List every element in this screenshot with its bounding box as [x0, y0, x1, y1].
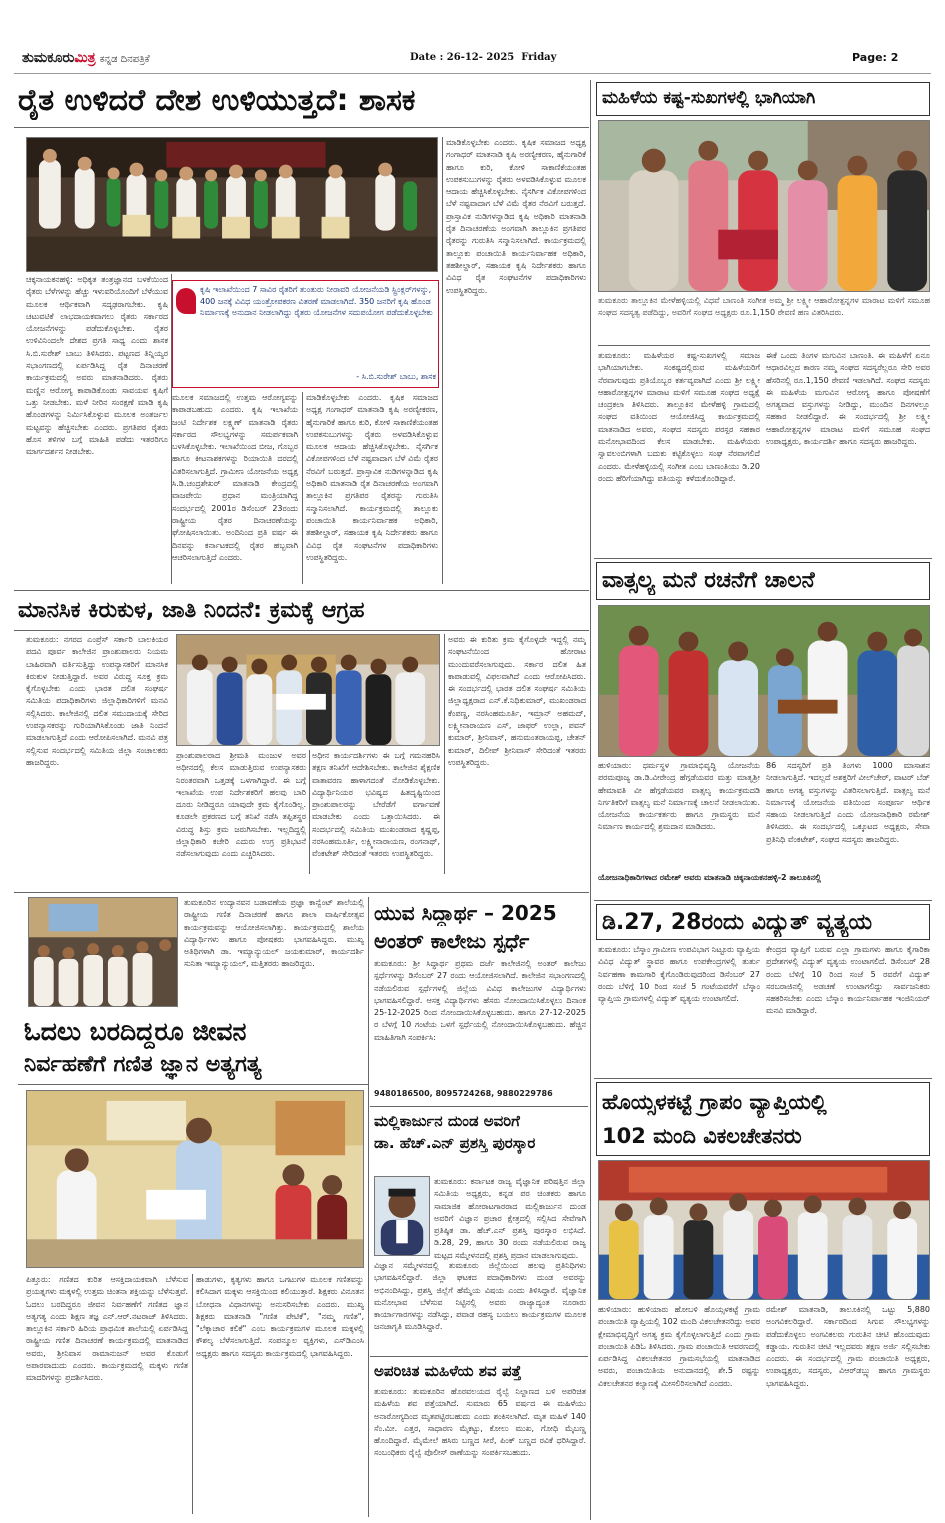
caste-col-divider-2	[444, 634, 445, 874]
disabled-headline-line-2: 102 ಮಂದಿ ವಿಕಲಚೇತನರು	[602, 1124, 802, 1148]
yuva-headline-line-1: ಯುವ ಸಿದ್ಧಾರ್ಥ – 2025	[374, 901, 557, 925]
farmer-quote-author: - ಸಿ.ಬಿ.ಸುರೇಶ್ ಬಾಬು, ಶಾಸಕ	[356, 372, 436, 381]
farmer-quote: ಕೃಷಿ ಇಲಾಖೆಯಿಂದ 7 ಸಾವಿರ ರೈತರಿಗೆ ತುಂತುರು ನೀರಾವರಿ ಯೋಜನೆಯಡಿ ಸ್ಪ್ರಿಂಕ್ಲರ್‌ಗಳನ್ನು, 400 ಜನಕ್ಕೆ ವಿವಿಧ ಯಂತ್ರೋಪಕರಣ ವಿತರಣೆ ಮಾಡಲಾಗಿದೆ. 350 ಜನರಿಗೆ ಕೃಷಿ ಹೊಂಡ ನಿರ್ಮಾಣಕ್ಕೆ ಅನುದಾನ ನೀಡಲಾಗಿದ್ದು ರೈತರು ಯೋಜನೆಗಳ ಸದುಪಯೋಗ ಪಡೆದುಕೊಳ್ಳಬೇಕು	[200, 285, 433, 318]
unknown-text: ತುಮಕೂರು: ತುಮಕೂರಿನ ಹೊರವಲಯದ ರೈಲ್ವೆ ನಿಲ್ದಾಣದ ಬಳಿ ಅಪರಿಚಿತ ಮಹಿಳೆಯ ಶವ ಪತ್ತೆಯಾಗಿದೆ. ಸುಮಾರು 65 ವರ್ಷದ ಈ ಮಹಿಳೆಯು ಅನಾರೋಗ್ಯದಿಂದ ಮೃತಪಟ್ಟಿರಬಹುದು ಎಂದು ಶಂಕಿಸಲಾಗಿದೆ. ಮೃತ ಮಹಿಳೆ 140 ಸೆಂ.ಮೀ. ಎತ್ತರ, ಸಾಧಾರಣ ಮೈಕಟ್ಟು, ಕೋಲು ಮುಖ, ಗೋಧಿ ಮೈಬಣ್ಣ ಹೊಂದಿದ್ದಾರೆ. ಮೈಮೇಲೆ ಹಸಿರು ಬಣ್ಣದ ಸೀರೆ, ಪಿಂಕ್ ಬಣ್ಣದ ರವಿಕೆ ಧರಿಸಿದ್ದಾರೆ. ಸಂಬಂಧಿಕರು ರೈಲ್ವೆ ಪೊಲೀಸ್ ಠಾಣೆಯನ್ನು ಸಂಪರ್ಕಿಸಬಹುದು.	[374, 1387, 586, 1458]
caste-top-rule	[14, 590, 589, 591]
caste-photo-illustration	[177, 635, 439, 745]
farmer-ceremony-photo	[26, 137, 438, 272]
farmer-col-3a: ಮಾಡಿಕೊಳ್ಳಬೇಕು ಎಂದರು. ಕೃಷಿಕ ಸಮಾಜದ ಅಧ್ಯಕ್ಷ ಗಂಗಾಧರ್ ಮಾತನಾಡಿ ಕೃಷಿ ಅರಣ್ಯೀಕರಣ, ಹೈನುಗಾರಿಕೆ ಹಾಗೂ ಕುರಿ, ಕೋಳಿ ಸಾಕಾಣಿಕೆಯಂತಹ ಉಪಕಸುಬುಗಳನ್ನು ರೈತರು ಅಳವಡಿಸಿಕೊಳ್ಳುವ ಮೂಲಕ ಆದಾಯ ಹೆಚ್ಚಿಸಿಕೊಳ್ಳಬೇಕು. ನೈಸರ್ಗಿಕ ವಿಕೋಪಗಳಿಂದ ಬೆಳೆ ನಷ್ಟವಾದಾಗ ಬೆಳೆ ವಿಮೆ ರೈತರ ನೆರವಿಗೆ ಬರುತ್ತದೆ. ಪ್ರಾಸ್ತಾವಿಕ ನುಡಿಗಳನ್ನಾಡಿದ ಕೃಷಿ ಅಧಿಕಾರಿ ಮಾತನಾಡಿ ರೈತ ದಿನಾಚರಣೆಯ ಅಂಗವಾಗಿ ತಾಲ್ಲೂಕಿನ ಪ್ರಗತಿಪರ ರೈತರನ್ನು ಗುರುತಿಸಿ ಸನ್ಮಾನಿಸಲಾಗಿದೆ. ಕಾರ್ಯಕ್ರಮದಲ್ಲಿ ತಾಲ್ಲೂಕು ಪಂಚಾಯಿತಿ ಕಾರ್ಯನಿರ್ವಾಹಕ ಅಧಿಕಾರಿ, ತಹಶೀಲ್ದಾರ್, ಸಹಾಯಕ ಕೃಷಿ ನಿರ್ದೇಶಕರು ಹಾಗೂ ವಿವಿಧ ರೈತ ಸಂಘಟನೆಗಳ ಪದಾಧಿಕಾರಿಗಳು ಉಪಸ್ಥಿತರಿದ್ದರು.	[306, 393, 438, 562]
brand-name: ತುಮಕೂರು	[22, 50, 75, 66]
disabled-col-2: ರಮೇಶ್ ಮಾತನಾಡಿ, ತಾಲೂಕಿನಲ್ಲಿ ಒಟ್ಟು 5,880 ಅಂಗವಿಕಲರಿದ್ದಾರೆ. ಸರ್ಕಾರದಿಂದ ಸಿಗುವ ಸೌಲಭ್ಯಗಳನ್ನು ಪಡೆದುಕೊಳ್ಳಲು ಅಂಗವಿಕಲರು ಗುರುತಿನ ಚೀಟಿ ಹೊಂದುವುದು ಕಡ್ಡಾಯ. ಗುರುತಿನ ಚೀಟಿ ಇಲ್ಲದವರು ತಕ್ಷಣ ಅರ್ಜಿ ಸಲ್ಲಿಸಬೇಕು ಎಂದರು. ಈ ಸಂದರ್ಭದಲ್ಲಿ ಗ್ರಾಮ ಪಂಚಾಯಿತಿ ಅಧ್ಯಕ್ಷರು, ಉಪಾಧ್ಯಕ್ಷರು, ಸದಸ್ಯರು, ವಿಆರ್‌ಡಬ್ಲ್ಯು ಹಾಗೂ ಗ್ರಾಮಸ್ಥರು ಭಾಗವಹಿಸಿದ್ದರು.	[766, 1305, 930, 1388]
power-col-2: ಕೇಂದ್ರದ ವ್ಯಾಪ್ತಿಗೆ ಬರುವ ಎಲ್ಲಾ ಗ್ರಾಮಗಳು ಹಾಗೂ ಕೈಗಾರಿಕಾ ಪ್ರದೇಶಗಳಲ್ಲಿ ವಿದ್ಯುತ್ ವ್ಯತ್ಯಯ ಉಂಟಾಗಲಿದೆ. ಡಿಸೆಂಬರ್ 28 ರಂದು ಬೆಳಿಗ್ಗೆ 10 ರಿಂದ ಸಂಜೆ 5 ರವರೆಗೆ ವಿದ್ಯುತ್ ಸರಬರಾಜಿನಲ್ಲಿ ಅಡಚಣೆ ಉಂಟಾಗಲಿದ್ದು ಸಾರ್ವಜನಿಕರು ಸಹಕರಿಸಬೇಕು ಎಂದು ಬೆಸ್ಕಾಂ ಕಾರ್ಯನಿರ್ವಾಹಕ ಇಂಜಿನಿಯರ್ ಮನವಿ ಮಾಡಿದ್ದಾರೆ.	[766, 945, 930, 1016]
day-text: Friday	[521, 52, 557, 63]
disabled-col-1: ಹುಳಿಯಾರು: ಹುಳಿಯಾರು ಹೋಬಳಿ ಹೊಯ್ಸಳಕಟ್ಟೆ ಗ್ರಾಮ ಪಂಚಾಯಿತಿ ವ್ಯಾಪ್ತಿಯಲ್ಲಿ 102 ಮಂದಿ ವಿಕಲಚೇತನರಿದ್ದು ಅವರ ಕ್ಷೇಮಾಭಿವೃದ್ಧಿಗೆ ಅಗತ್ಯ ಕ್ರಮ ಕೈಗೊಳ್ಳಲಾಗುತ್ತಿದೆ ಎಂದು ಗ್ರಾಮ ಪಂಚಾಯಿತಿ ಪಿಡಿಓ ತಿಳಿಸಿದರು. ಗ್ರಾಮ ಪಂಚಾಯಿತಿ ಆವರಣದಲ್ಲಿ ಏರ್ಪಡಿಸಿದ್ದ ವಿಕಲಚೇತನರ ಗ್ರಾಮಸಭೆಯಲ್ಲಿ ಮಾತನಾಡಿದ ಅವರು, ಪಂಚಾಯಿತಿಯ ಅನುದಾನದಲ್ಲಿ ಶೇ.5 ರಷ್ಟನ್ನು ವಿಕಲಚೇತನರ ಕಲ್ಯಾಣಕ್ಕೆ ಮೀಸಲಿರಿಸಲಾಗಿದೆ ಎಂದರು.	[598, 1305, 760, 1388]
right-column-rule	[590, 80, 591, 1520]
students-photo-illustration	[29, 898, 177, 1006]
vatsalya-headline: ವಾತ್ಸಲ್ಯ ಮನೆ ರಚನೆಗೆ ಚಾಲನೆ	[602, 568, 815, 593]
farmer-col-divider-2	[302, 392, 303, 584]
unknown-top-rule	[370, 1356, 588, 1357]
caste-col-divider-1	[309, 750, 310, 874]
women-photo-caption: ತುಮಕೂರು ತಾಲ್ಲೂಕಿನ ಮೇಳೆಹಳ್ಳಿಯಲ್ಲಿ ವಿಧವೆ ಬಾಣಂತಿ ಸಂಗೀತ ಅಮ್ಮ ಶ್ರೀ ಲಕ್ಷ್ಮೀ ಆಹಾರೋತ್ಪನ್ನಗಳ ಮಾರಾಟ ಮಳಿಗೆ ಸಮೂಹ ಸಂಘದ ಸದಸ್ಯತ್ವ ಪಡೆದಿದ್ದು, ಅವರಿಗೆ ಸಂಘದ ಅಧ್ಯಕ್ಷರು ರೂ.1,150 ಠೇವಣಿ ಹಣ ವಿತರಿಸಿದರು.	[598, 296, 930, 318]
caste-col-2: ಪ್ರಾಂಶುಪಾಲರಾದ ಶ್ರೀಮತಿ ಮಂಜುಳ ಅವರ ಅಧೀನದಲ್ಲಿ ಕೆಲಸ ಮಾಡುತ್ತಿರುವ ಉಪನ್ಯಾಸಕರು ನಿರಂತರವಾಗಿ ಒತ್ತಡಕ್ಕೆ ಒಳಗಾಗಿದ್ದಾರೆ. ಈ ಬಗ್ಗೆ ಇಲಾಖೆಯ ಉಪ ನಿರ್ದೇಶಕರಿಗೆ ಹಲವು ಬಾರಿ ದೂರು ನೀಡಿದ್ದರೂ ಯಾವುದೇ ಕ್ರಮ ಕೈಗೊಂಡಿಲ್ಲ. ಕೂಡಲೇ ಪ್ರಕರಣದ ಬಗ್ಗೆ ತನಿಖೆ ನಡೆಸಿ ತಪ್ಪಿತಸ್ಥರ ವಿರುದ್ಧ ಶಿಸ್ತು ಕ್ರಮ ಜರುಗಿಸಬೇಕು. ಇಲ್ಲದಿದ್ದಲ್ಲಿ ಜಿಲ್ಲಾಧಿಕಾರಿ ಕಚೇರಿ ಎದುರು ಉಗ್ರ ಪ್ರತಿಭಟನೆ ನಡೆಸಲಾಗುವುದು ಎಂದು ಎಚ್ಚರಿಸಿದರು.	[176, 751, 306, 859]
math-headline-line-1: ಓದಲು ಬರದಿದ್ದರೂ ಜೀವನ	[24, 1017, 247, 1046]
farmer-col-divider-3	[442, 137, 443, 584]
vatsalya-col-1: ಹುಳಿಯಾರು: ಧರ್ಮಸ್ಥಳ ಗ್ರಾಮಾಭಿವೃದ್ಧಿ ಯೋಜನೆಯ ಪರಮಪೂಜ್ಯ ಡಾ.ಡಿ.ವೀರೇಂದ್ರ ಹೆಗ್ಗಡೆಯವರ ಮತ್ತು ಮಾತೃಶ್ರೀ ಹೇಮಾವತಿ ವೀ ಹೆಗ್ಗಡೆಯವರ ವಾತ್ಸಲ್ಯ ಕಾರ್ಯಕ್ರಮದಡಿ ನಿರ್ಗತಿಕರಿಗೆ ವಾತ್ಸಲ್ಯ ಮನೆ ನಿರ್ಮಾಣಕ್ಕೆ ಚಾಲನೆ ನೀಡಲಾಯಿತು. ಯೋಜನೆಯ ಕಾರ್ಯಕರ್ತರು ಹಾಗೂ ಗ್ರಾಮಸ್ಥರು ಮನೆ ನಿರ್ಮಾಣ ಕಾರ್ಯದಲ್ಲಿ ಶ್ರಮದಾನ ಮಾಡಿದರು.	[598, 761, 760, 832]
power-col-1: ತುಮಕೂರು: ಬೆಸ್ಕಾಂ ಗ್ರಾಮೀಣ ಉಪವಿಭಾಗ ನಿಟ್ಟೂರು ವ್ಯಾಪ್ತಿಯ ವಿವಿಧ ವಿದ್ಯುತ್ ಸ್ಥಾವರ ಹಾಗೂ ಉಪಕೇಂದ್ರಗಳಲ್ಲಿ ತುರ್ತು ನಿರ್ವಹಣಾ ಕಾಮಗಾರಿ ಕೈಗೊಂಡಿರುವುದರಿಂದ ಡಿಸೆಂಬರ್ 27 ರಂದು ಬೆಳಿಗ್ಗೆ 10 ರಿಂದ ಸಂಜೆ 5 ಗಂಟೆಯವರೆಗೆ ಬೆಸ್ಕಾಂ ವ್ಯಾಪ್ತಿಯ ಗ್ರಾಮಗಳಲ್ಲಿ ವಿದ್ಯುತ್ ವ್ಯತ್ಯಯ ಉಂಟಾಗಲಿದೆ.	[598, 945, 760, 1004]
caste-memorandum-photo	[176, 634, 440, 746]
masthead	[14, 44, 931, 74]
women-headline: ಮಹಿಳೆಯ ಕಷ್ಟ-ಸುಖಗಳಲ್ಲಿ ಭಾಗಿಯಾಗಿ	[602, 88, 816, 108]
issue-date	[410, 52, 556, 63]
vatsalya-footer: ಯೋಜನಾಧಿಕಾರಿಗಳಾದ ರಮೇಶ್ ಅವರು ಮಾತನಾಡಿ ಚಿಕ್ಕನಾಯಕನಹಳ್ಳಿ-2 ತಾಲೂಕಿನಲ್ಲಿ	[598, 873, 822, 882]
date-text: Date : 26-12- 2025	[410, 52, 515, 63]
women-col-1: ತುಮಕೂರು: ಮಹಿಳೆಯರ ಕಷ್ಟ-ಸುಖಗಳಲ್ಲಿ ಸಮಾಜ ಭಾಗಿಯಾಗಬೇಕು. ಸಂಕಷ್ಟದಲ್ಲಿರುವ ಮಹಿಳೆಯರಿಗೆ ನೆರವಾಗುವುದು ಪ್ರತಿಯೊಬ್ಬರ ಕರ್ತವ್ಯವಾಗಿದೆ ಎಂದು ಶ್ರೀ ಲಕ್ಷ್ಮೀ ಆಹಾರೋತ್ಪನ್ನಗಳ ಮಾರಾಟ ಮಳಿಗೆ ಸಮೂಹ ಸಂಘದ ಅಧ್ಯಕ್ಷೆ ಚಂದ್ರಕಲಾ ತಿಳಿಸಿದರು. ತಾಲ್ಲೂಕಿನ ಮೇಳೆಹಳ್ಳಿ ಗ್ರಾಮದಲ್ಲಿ ಸಂಘದ ವತಿಯಿಂದ ಆಯೋಜಿಸಿದ್ದ ಕಾರ್ಯಕ್ರಮದಲ್ಲಿ ಮಾತನಾಡಿದ ಅವರು, ಸಂಘದ ಸದಸ್ಯರು ಪರಸ್ಪರ ಸಹಕಾರ ಮನೋಭಾವದಿಂದ ಕೆಲಸ ಮಾಡಬೇಕು. ಮಹಿಳೆಯರು ಸ್ವಾವಲಂಬಿಗಳಾಗಿ ಬದುಕು ಕಟ್ಟಿಕೊಳ್ಳಲು ಸಂಘ ನೆರವಾಗಲಿದೆ ಎಂದರು. ಮೇಳೆಹಳ್ಳಿಯಲ್ಲಿ ಸಂಗೀತ ಎಂಬ ಬಾಣಂತಿಯು ಡಿ.20 ರಂದು ಹೆರಿಗೆಯಾಗಿದ್ದು ಪತಿಯನ್ನು ಕಳೆದುಕೊಂಡಿದ್ದಾರೆ.	[598, 351, 760, 483]
middle-column-rule	[368, 897, 369, 1517]
math-col-1: ಪಿತ್ತೂರು: ಗಣಿತದ ಕುರಿತ ಆಸಕ್ತಿದಾಯಕವಾಗಿ ಬೆಳೆಸುವ ಪ್ರಯತ್ನಗಳು ಮಕ್ಕಳಲ್ಲಿ ಉತ್ತಮ ಚಿಂತನಾ ಶಕ್ತಿಯನ್ನು ಬೆಳೆಸುತ್ತವೆ. ಓದಲು ಬರದಿದ್ದರೂ ಜೀವನ ನಿರ್ವಹಣೆಗೆ ಗಣಿತದ ಜ್ಞಾನ ಅತ್ಯಗತ್ಯ ಎಂದು ಶಿಕ್ಷಣ ತಜ್ಞ ಎನ್.ಆರ್.ನಟರಾಜ್ ತಿಳಿಸಿದರು. ತಾಲ್ಲೂಕಿನ ಸರ್ಕಾರಿ ಹಿರಿಯ ಪ್ರಾಥಮಿಕ ಶಾಲೆಯಲ್ಲಿ ಏರ್ಪಡಿಸಿದ್ದ ರಾಷ್ಟ್ರೀಯ ಗಣಿತ ದಿನಾಚರಣೆ ಕಾರ್ಯಕ್ರಮದಲ್ಲಿ ಮಾತನಾಡಿದ ಅವರು, ಶ್ರೀನಿವಾಸ ರಾಮಾನುಜನ್ ಅವರ ಕೊಡುಗೆ ಅಪಾರವಾದುದು ಎಂದರು. ಕಾರ್ಯಕ್ರಮದಲ್ಲಿ ಮಕ್ಕಳು ಗಣಿತ ಮಾದರಿಗಳನ್ನು ಪ್ರದರ್ಶಿಸಿದರು.	[26, 1275, 188, 1383]
power-top-rule	[594, 900, 932, 901]
math-col-2: ಹಾಡುಗಳು, ಕೃತ್ಯಗಳು ಹಾಗೂ ಒಗಟುಗಳ ಮೂಲಕ ಗಣಿತವನ್ನು ಕಲಿಸಿದಾಗ ಮಕ್ಕಳು ಆಸಕ್ತಿಯಿಂದ ಕಲಿಯುತ್ತಾರೆ. ಶಿಕ್ಷಕರು ವಿನೂತನ ಬೋಧನಾ ವಿಧಾನಗಳನ್ನು ಅನುಸರಿಸಬೇಕು ಎಂದರು. ಮುಖ್ಯ ಶಿಕ್ಷಕರು ಮಾತನಾಡಿ "ಗಣಿತ ಪೇಟಿಕೆ", "ನಮ್ಮ ಗಣಿತ", "ಲೆಕ್ಕಾಚಾರ ಕಲಿಕೆ" ಎಂಬ ಕಾರ್ಯಕ್ರಮಗಳ ಮೂಲಕ ಮಕ್ಕಳಲ್ಲಿ ಕೌಶಲ್ಯ ಬೆಳೆಸಲಾಗುತ್ತಿದೆ. ಸಂಪನ್ಮೂಲ ವ್ಯಕ್ತಿಗಳು, ಎಸ್‌ಡಿಎಂಸಿ ಅಧ್ಯಕ್ಷರು ಹಾಗೂ ಸದಸ್ಯರು ಕಾರ್ಯಕ್ರಮದಲ್ಲಿ ಭಾಗವಹಿಸಿದ್ದರು.	[196, 1275, 364, 1358]
brand-accent: ಮಿತ್ರ	[74, 50, 96, 66]
vatsalya-col-2: 86 ಸದಸ್ಯರಿಗೆ ಪ್ರತಿ ತಿಂಗಳು 1000 ಮಾಸಾಶನ ನೀಡಲಾಗುತ್ತಿದೆ. ಇದಲ್ಲದೆ ಅಶಕ್ತರಿಗೆ ವೀಲ್‌ಚೇರ್, ವಾಟರ್ ಬೆಡ್ ಹಾಗೂ ಅಗತ್ಯ ವಸ್ತುಗಳನ್ನು ವಿತರಿಸಲಾಗುತ್ತಿದೆ. ವಾತ್ಸಲ್ಯ ಮನೆ ನಿರ್ಮಾಣಕ್ಕೆ ಯೋಜನೆಯ ವತಿಯಿಂದ ಸಂಪೂರ್ಣ ಆರ್ಥಿಕ ಸಹಾಯ ನೀಡಲಾಗುತ್ತಿದೆ ಎಂದು ಯೋಜನಾಧಿಕಾರಿ ರಮೇಶ್ ತಿಳಿಸಿದರು. ಈ ಸಂದರ್ಭದಲ್ಲಿ ಒಕ್ಕೂಟದ ಅಧ್ಯಕ್ಷರು, ಸೇವಾ ಪ್ರತಿನಿಧಿ ವೆಂಕಟೇಶ್, ಸಂಘದ ಸದಸ್ಯರು ಹಾಜರಿದ್ದರು.	[766, 761, 930, 844]
students-audience-photo	[28, 897, 178, 1007]
unknown-headline: ಅಪರಿಚಿತ ಮಹಿಳೆಯ ಶವ ಪತ್ತೆ	[374, 1362, 522, 1380]
newspaper-title	[22, 50, 150, 66]
women-group-photo	[598, 120, 930, 292]
women-caption-rule	[598, 345, 930, 346]
farmer-rule	[14, 127, 589, 128]
page-number: Page: 2	[852, 51, 899, 64]
yuva-phone-numbers: 9480186500, 8095724268, 9880229786	[374, 1089, 553, 1098]
caste-col-3: ಅಧೀನ ಕಾರ್ಯದರ್ಶಿಗಳು ಈ ಬಗ್ಗೆ ಗಮನಹರಿಸಿ ತಕ್ಷಣ ತನಿಖೆಗೆ ಆದೇಶಿಸಬೇಕು. ಕಾಲೇಜಿನ ಶೈಕ್ಷಣಿಕ ವಾತಾವರಣ ಹಾಳಾಗದಂತೆ ನೋಡಿಕೊಳ್ಳಬೇಕು. ವಿದ್ಯಾರ್ಥಿನಿಯರ ಭವಿಷ್ಯದ ಹಿತದೃಷ್ಟಿಯಿಂದ ಪ್ರಾಂಶುಪಾಲರನ್ನು ಬೇರೆಡೆಗೆ ವರ್ಗಾವಣೆ ಮಾಡಬೇಕು ಎಂದು ಒತ್ತಾಯಿಸಿದರು. ಈ ಸಂದರ್ಭದಲ್ಲಿ ಸಮಿತಿಯ ಮುಖಂಡರಾದ ಕೃಷ್ಣಪ್ಪ, ನರಸಿಂಹಮೂರ್ತಿ, ಲಕ್ಷ್ಮೀನಾರಾಯಣ, ರಂಗನಾಥ್, ವೆಂಕಟೇಶ್ ಸೇರಿದಂತೆ ಇತರರು ಉಪಸ್ಥಿತರಿದ್ದರು.	[312, 751, 440, 859]
farmer-col-3: ಮಾಡಿಕೊಳ್ಳಬೇಕು ಎಂದರು. ಕೃಷಿಕ ಸಮಾಜದ ಅಧ್ಯಕ್ಷ ಗಂಗಾಧರ್ ಮಾತನಾಡಿ ಕೃಷಿ ಅರಣ್ಯೀಕರಣ, ಹೈನುಗಾರಿಕೆ ಹಾಗೂ ಕುರಿ, ಕೋಳಿ ಸಾಕಾಣಿಕೆಯಂತಹ ಉಪಕಸುಬುಗಳನ್ನು ರೈತರು ಅಳವಡಿಸಿಕೊಳ್ಳುವ ಮೂಲಕ ಆದಾಯ ಹೆಚ್ಚಿಸಿಕೊಳ್ಳಬೇಕು. ನೈಸರ್ಗಿಕ ವಿಕೋಪಗಳಿಂದ ಬೆಳೆ ನಷ್ಟವಾದಾಗ ಬೆಳೆ ವಿಮೆ ರೈತರ ನೆರವಿಗೆ ಬರುತ್ತದೆ. ಪ್ರಾಸ್ತಾವಿಕ ನುಡಿಗಳನ್ನಾಡಿದ ಕೃಷಿ ಅಧಿಕಾರಿ ಮಾತನಾಡಿ ರೈತ ದಿನಾಚರಣೆಯ ಅಂಗವಾಗಿ ತಾಲ್ಲೂಕಿನ ಪ್ರಗತಿಪರ ರೈತರನ್ನು ಗುರುತಿಸಿ ಸನ್ಮಾನಿಸಲಾಗಿದೆ. ಕಾರ್ಯಕ್ರಮದಲ್ಲಿ ತಾಲ್ಲೂಕು ಪಂಚಾಯಿತಿ ಕಾರ್ಯನಿರ್ವಾಹಕ ಅಧಿಕಾರಿ, ತಹಶೀಲ್ದಾರ್, ಸಹಾಯಕ ಕೃಷಿ ನಿರ್ದೇಶಕರು ಹಾಗೂ ವಿವಿಧ ರೈತ ಸಂಘಟನೆಗಳ ಪದಾಧಿಕಾರಿಗಳು ಉಪಸ್ಥಿತರಿದ್ದರು.	[446, 138, 586, 295]
farmer-photo-illustration	[27, 138, 437, 271]
disabled-meeting-photo	[598, 1160, 930, 1300]
vatsalya-top-rule	[594, 558, 932, 559]
women-photo-illustration	[599, 121, 929, 291]
math-headline-line-2: ನಿರ್ವಹಣೆಗೆ ಗಣಿತ ಜ್ಞಾನ ಅತ್ಯಗತ್ಯ	[24, 1052, 262, 1077]
award-top-rule	[370, 1106, 588, 1107]
disabled-top-rule	[594, 1078, 932, 1079]
math-photo-illustration	[27, 1091, 363, 1267]
farmer-dropcap	[176, 288, 196, 314]
award-headline-line-1: ಮಲ್ಲಿಕಾರ್ಜುನ ದುಂಡ ಅವರಿಗೆ	[374, 1112, 520, 1130]
award-col-2: ವಿಜ್ಞಾನ ಸಮ್ಮೇಳನದಲ್ಲಿ ತುಮಕೂರು ಜಿಲ್ಲೆಯಿಂದ ಹಲವು ಪ್ರತಿನಿಧಿಗಳು ಭಾಗವಹಿಸಲಿದ್ದಾರೆ. ಜಿಲ್ಲಾ ಘಟಕದ ಪದಾಧಿಕಾರಿಗಳು ದುಂಡ ಅವರನ್ನು ಅಭಿನಂದಿಸಿದ್ದು, ಪ್ರಶಸ್ತಿ ಜಿಲ್ಲೆಗೆ ಹೆಮ್ಮೆಯ ವಿಷಯ ಎಂದು ತಿಳಿಸಿದ್ದಾರೆ. ವೈಜ್ಞಾನಿಕ ಮನೋಭಾವ ಬೆಳೆಸುವ ನಿಟ್ಟಿನಲ್ಲಿ ಅವರು ರಾಜ್ಯಾದ್ಯಂತ ನೂರಾರು ಕಾರ್ಯಾಗಾರಗಳನ್ನು ನಡೆಸಿದ್ದು, ಪವಾಡ ರಹಸ್ಯ ಬಯಲು ಕಾರ್ಯಕ್ರಮಗಳ ಮೂಲಕ ಜನಜಾಗೃತಿ ಮೂಡಿಸಿದ್ದಾರೆ.	[374, 1261, 586, 1332]
farmer-headline: ರೈತ ಉಳಿದರೆ ದೇಶ ಉಳಿಯುತ್ತದೆ: ಶಾಸಕ	[18, 83, 416, 118]
brand-subtitle: ಕನ್ನಡ ದಿನಪತ್ರಿಕೆ	[99, 54, 150, 65]
award-col-1: ತುಮಕೂರು: ಕರ್ನಾಟಕ ರಾಜ್ಯ ವೈಜ್ಞಾನಿಕ ಪರಿಷತ್ತಿನ ಜಿಲ್ಲಾ ಸಮಿತಿಯ ಅಧ್ಯಕ್ಷರು, ಕನ್ನಡ ಪರ ಚಿಂತಕರು ಹಾಗೂ ಸಾಮಾಜಿಕ ಹೋರಾಟಗಾರರಾದ ಮಲ್ಲಿಕಾರ್ಜುನ ದುಂಡ ಅವರಿಗೆ ವಿಜ್ಞಾನ ಪ್ರಚಾರ ಕ್ಷೇತ್ರದಲ್ಲಿ ಸಲ್ಲಿಸಿದ ಸೇವೆಗಾಗಿ ಪ್ರತಿಷ್ಠಿತ ಡಾ. ಹೆಚ್.ಎನ್ ಪ್ರಶಸ್ತಿ ಪುರಸ್ಕಾರ ಲಭಿಸಿದೆ. ಡಿ.28, 29, ಹಾಗೂ 30 ರಂದು ನಡೆಯಲಿರುವ ರಾಜ್ಯ ಮಟ್ಟದ ಸಮ್ಮೇಳನದಲ್ಲಿ ಪ್ರಶಸ್ತಿ ಪ್ರದಾನ ಮಾಡಲಾಗುವುದು.	[434, 1177, 586, 1260]
yuva-text: ತುಮಕೂರು: ಶ್ರೀ ಸಿದ್ಧಾರ್ಥ ಪ್ರಥಮ ದರ್ಜೆ ಕಾಲೇಜಿನಲ್ಲಿ ಅಂತರ್ ಕಾಲೇಜು ಸ್ಪರ್ಧೆಗಳನ್ನು ಡಿಸೆಂಬರ್ 27 ರಂದು ಆಯೋಜಿಸಲಾಗಿದೆ. ಕಾಲೇಜಿನ ಸಭಾಂಗಣದಲ್ಲಿ ನಡೆಯಲಿರುವ ಸ್ಪರ್ಧೆಗಳಲ್ಲಿ ಜಿಲ್ಲೆಯ ವಿವಿಧ ಕಾಲೇಜುಗಳ ವಿದ್ಯಾರ್ಥಿಗಳು ಭಾಗವಹಿಸಲಿದ್ದಾರೆ. ಆಸಕ್ತ ವಿದ್ಯಾರ್ಥಿಗಳು ಹೆಸರು ನೋಂದಾಯಿಸಿಕೊಳ್ಳಲು ದಿನಾಂಕ 25-12-2025 ರಿಂದ ನೋಂದಾಯಿಸಿಕೊಳ್ಳಬಹುದು. ಹಾಗೂ 27-12-2025 ರ ಬೆಳಗ್ಗೆ 10 ಗಂಟೆಯ ಒಳಗೆ ಸ್ಪರ್ಧೆಯಲ್ಲಿ ನೋಂದಾಯಿಸಿಕೊಳ್ಳಬಹುದು. ಹೆಚ್ಚಿನ ಮಾಹಿತಿಗಾಗಿ ಸಂಪರ್ಕಿಸಿ:	[374, 959, 586, 1042]
math-col-divider	[192, 1274, 193, 1514]
caste-col-1: ತುಮಕೂರು: ನಗರದ ಎಂಪ್ರೆಸ್ ಸರ್ಕಾರಿ ಬಾಲಕಿಯರ ಪದವಿ ಪೂರ್ವ ಕಾಲೇಜಿನ ಪ್ರಾಂಶುಪಾಲರು ನಿಯಮ ಬಾಹಿರವಾಗಿ ವರ್ತಿಸುತ್ತಿದ್ದು ಉಪನ್ಯಾಸಕರಿಗೆ ಮಾನಸಿಕ ಕಿರುಕುಳ ನೀಡುತ್ತಿದ್ದಾರೆ. ಅವರ ವಿರುದ್ಧ ಸೂಕ್ತ ಕ್ರಮ ಕೈಗೊಳ್ಳಬೇಕು ಎಂದು ಭಾರತ ದಲಿತ ಸಂಘರ್ಷ ಸಮಿತಿಯ ಪದಾಧಿಕಾರಿಗಳು ಜಿಲ್ಲಾಧಿಕಾರಿಗಳಿಗೆ ಮನವಿ ಸಲ್ಲಿಸಿದರು. ಕಾಲೇಜಿನಲ್ಲಿ ದಲಿತ ಸಮುದಾಯಕ್ಕೆ ಸೇರಿದ ಉಪನ್ಯಾಸಕರನ್ನು ಗುರಿಯಾಗಿಸಿಕೊಂಡು ಜಾತಿ ನಿಂದನೆ ಮಾಡಲಾಗುತ್ತಿದೆ ಎಂದು ಆರೋಪಿಸಲಾಗಿದೆ. ಮನವಿ ಪತ್ರ ಸಲ್ಲಿಸುವ ಸಂದರ್ಭದಲ್ಲಿ ಸಮಿತಿಯ ಜಿಲ್ಲಾ ಸಂಚಾಲಕರು ಹಾಜರಿದ್ದರು.	[26, 635, 168, 767]
vatsalya-photo-illustration	[599, 606, 929, 756]
farmer-col-2: ಮೂಲಕ ಸಮಾಜದಲ್ಲಿ ಉತ್ತಮ ಆರೋಗ್ಯವನ್ನು ಕಾಪಾಡಬಹುದು ಎಂದರು. ಕೃಷಿ ಇಲಾಖೆಯ ಜಂಟಿ ನಿರ್ದೇಶಕ ಲಕ್ಷ್ಮಣ್ ಮಾತನಾಡಿ ರೈತರು ಸರ್ಕಾರದ ಸೌಲಭ್ಯಗಳನ್ನು ಸಮರ್ಪಕವಾಗಿ ಬಳಸಿಕೊಳ್ಳಬೇಕು. ಇಲಾಖೆಯಿಂದ ಬೀಜ, ಗೊಬ್ಬರ ಹಾಗೂ ಕೀಟನಾಶಕಗಳನ್ನು ರಿಯಾಯಿತಿ ದರದಲ್ಲಿ ವಿತರಿಸಲಾಗುತ್ತಿದೆ. ಗ್ರಾಮೀಣ ಯೋಜನೆಯ ಅಧ್ಯಕ್ಷ ಸಿ.ಡಿ.ಚಂದ್ರಶೇಖರ್ ಮಾತನಾಡಿ ಕೇಂದ್ರದಲ್ಲಿ ವಾಜಪೇಯಿ ಪ್ರಧಾನ ಮಂತ್ರಿಯಾಗಿದ್ದ ಸಂದರ್ಭದಲ್ಲಿ 2001ರ ಡಿಸೆಂಬರ್ 23ರಂದು ರಾಷ್ಟ್ರೀಯ ರೈತರ ದಿನಾಚರಣೆಯನ್ನು ಘೋಷಿಸಲಾಯಿತು. ಅಂದಿನಿಂದ ಪ್ರತಿ ವರ್ಷ ಈ ದಿನವನ್ನು ಕರ್ನಾಟಕದಲ್ಲಿ ರೈತರ ಹಬ್ಬವಾಗಿ ಆಚರಿಸಲಾಗುತ್ತಿದೆ ಎಂದರು.	[172, 393, 298, 562]
caste-col-4: ಅವರು ಈ ಕುರಿತು ಕ್ರಮ ಕೈಗೊಳ್ಳದೇ ಇದ್ದಲ್ಲಿ ನಮ್ಮ ಸಂಘಟನೆಯಿಂದ ಹೋರಾಟ ಮುಂದುವರೆಸಲಾಗುವುದು. ಸರ್ಕಾರ ದಲಿತ ಹಿತ ಕಾಪಾಡುವಲ್ಲಿ ವಿಫಲವಾಗಿದೆ ಎಂದು ಆರೋಪಿಸಿದರು. ಈ ಸಂದರ್ಭದಲ್ಲಿ ಭಾರತ ದಲಿತ ಸಂಘರ್ಷ ಸಮಿತಿಯ ಜಿಲ್ಲಾಧ್ಯಕ್ಷರಾದ ಎನ್.ಕೆ.ನಿಧಿಕುಮಾರ್, ಮುಖಂಡರಾದ ಕೆಂಪಣ್ಣ, ನರಸಿಂಹಮೂರ್ತಿ, ಇಮ್ರಾನ್ ಅಹಮದ್, ಲಕ್ಷ್ಮೀನಾರಾಯಣ ಎಸ್, ಜಾಫರ್ ಉಲ್ಲಾ, ಪವನ್ ಕುಮಾರ್, ಶ್ರೀನಿವಾಸ್, ಹನುಮಂತರಾಯಪ್ಪ, ಚೇತನ್ ಕುಮಾರ್, ದಿಲೀಪ್ ಶ್ರೀನಿವಾಸ್ ಸೇರಿದಂತೆ ಇತರರು ಉಪಸ್ಥಿತರಿದ್ದರು.	[448, 635, 586, 767]
caste-headline-rule	[14, 630, 589, 631]
disabled-headline-line-1: ಹೊಯ್ಸಳಕಟ್ಟೆ ಗ್ರಾಪಂ ವ್ಯಾಪ್ತಿಯಲ್ಲಿ	[602, 1090, 827, 1114]
students-text: ತುಮಕೂರಿನ ಉದ್ಯಾನವನ ಬಡಾವಣೆಯ ಪ್ರಜ್ಞಾ ಕಾನ್ವೆಂಟ್ ಶಾಲೆಯಲ್ಲಿ ರಾಷ್ಟ್ರೀಯ ಗಣಿತ ದಿನಾಚರಣೆ ಹಾಗೂ ಶಾಲಾ ವಾರ್ಷಿಕೋತ್ಸವ ಕಾರ್ಯಕ್ರಮವನ್ನು ಆಯೋಜಿಸಲಾಗಿತ್ತು. ಕಾರ್ಯಕ್ರಮದಲ್ಲಿ ಶಾಲೆಯ ವಿದ್ಯಾರ್ಥಿಗಳು ಹಾಗೂ ಪೋಷಕರು ಭಾಗವಹಿಸಿದ್ದರು. ಮುಖ್ಯ ಅತಿಥಿಗಳಾಗಿ ಡಾ. ಇಮ್ಯಾನ್ಯುಯಲ್ ಜಯಕುಮಾರ್, ಕಾರ್ಯದರ್ಶಿ ಸುನಿತಾ ಇಮ್ಯಾನ್ಯುಯಲ್, ಮತ್ತಿತರರು ಹಾಜರಿದ್ದರು.	[184, 898, 364, 969]
vatsalya-photo	[598, 605, 930, 757]
farmer-col-1: ಚಿಕ್ಕನಾಯಕನಹಳ್ಳಿ: ಅಧಿಕೃತ ತಂತ್ರಜ್ಞಾನದ ಬಳಕೆಯಿಂದ ರೈತರು ಬೆಳೆಗಳನ್ನು ಹೆಚ್ಚು ಇಳುವರಿಯೊಂದಿಗೆ ಬೆಳೆಯುವ ಮೂಲಕ ಆರ್ಥಿಕವಾಗಿ ಸದೃಢರಾಗಬೇಕು. ಕೃಷಿ ಚಟುವಟಿಕೆ ಲಾಭದಾಯಕವಾಗಲು ರೈತರು ಸರ್ಕಾರದ ಯೋಜನೆಗಳನ್ನು ಪಡೆದುಕೊಳ್ಳಬೇಕು. ರೈತರ ಉಳಿವಿನಿಂದಲೇ ದೇಶದ ಪ್ರಗತಿ ಸಾಧ್ಯ ಎಂದು ಶಾಸಕ ಸಿ.ಬಿ.ಸುರೇಶ್ ಬಾಬು ತಿಳಿಸಿದರು. ಪಟ್ಟಣದ ತಿನ್ನಿಯ್ಯರ ಸಭಾಂಗಣದಲ್ಲಿ ಏರ್ಪಡಿಸಿದ್ದ ರೈತ ದಿನಾಚರಣೆ ಕಾರ್ಯಕ್ರಮದಲ್ಲಿ ಅವರು ಮಾತನಾಡಿದರು. ರೈತರು ಮಣ್ಣಿನ ಆರೋಗ್ಯ ಕಾಪಾಡಿಕೊಂಡು ಸಾವಯವ ಕೃಷಿಗೆ ಒತ್ತು ನೀಡಬೇಕು. ಮಳೆ ನೀರಿನ ಸಂರಕ್ಷಣೆ ಮಾಡಿ ಕೃಷಿ ಹೊಂಡಗಳನ್ನು ನಿರ್ಮಿಸಿಕೊಳ್ಳುವ ಮೂಲಕ ಅಂತರ್ಜಲ ಮಟ್ಟವನ್ನು ಹೆಚ್ಚಿಸಬೇಕು ಎಂದರು. ಪ್ರಗತಿಪರ ರೈತರು ಹೊಸ ತಳಿಗಳ ಬಗ್ಗೆ ಮಾಹಿತಿ ಪಡೆದು ಇತರರಿಗೂ ಮಾರ್ಗದರ್ಶನ ನೀಡಬೇಕು.	[26, 275, 168, 457]
award-portrait-illustration	[375, 1177, 429, 1255]
math-headline-rule	[18, 1084, 368, 1085]
yuva-headline-line-2: ಅಂತರ್ ಕಾಲೇಜು ಸ್ಪರ್ಧೆ	[374, 929, 530, 953]
power-headline: ಡಿ.27, 28ರಂದು ವಿದ್ಯುತ್ ವ್ಯತ್ಯಯ	[602, 910, 873, 935]
students-top-rule	[14, 892, 589, 893]
math-classroom-photo	[26, 1090, 364, 1268]
award-portrait	[374, 1176, 430, 1256]
award-headline-line-2: ಡಾ. ಹೆಚ್.ಎನ್ ಪ್ರಶಸ್ತಿ ಪುರಸ್ಕಾರ	[374, 1134, 536, 1152]
disabled-photo-illustration	[599, 1161, 929, 1299]
women-col-2: ಈಕೆ ಒಂದು ತಿಂಗಳ ಮಗುವಿನ ಬಾಣಂತಿ. ಈ ಮಹಿಳೆಗೆ ಏನೂ ಆಧಾರವಿಲ್ಲದ ಕಾರಣ ನಮ್ಮ ಸಂಘದ ಸದಸ್ಯರೆಲ್ಲರೂ ಸೇರಿ ಅವರ ಹೆಸರಿನಲ್ಲಿ ರೂ.1,150 ಠೇವಣಿ ಇಡಲಾಗಿದೆ. ಸಂಘದ ಸದಸ್ಯರು ಈ ಮಹಿಳೆಯ ಮಗುವಿನ ಆರೋಗ್ಯ ಹಾಗೂ ಪೋಷಣೆಗೆ ಅಗತ್ಯವಾದ ವಸ್ತುಗಳನ್ನು ನೀಡಿದ್ದು, ಮುಂದಿನ ದಿನಗಳಲ್ಲೂ ಸಹಕಾರ ನೀಡಲಿದ್ದಾರೆ. ಈ ಸಂದರ್ಭದಲ್ಲಿ ಶ್ರೀ ಲಕ್ಷ್ಮೀ ಆಹಾರೋತ್ಪನ್ನಗಳ ಮಾರಾಟ ಮಳಿಗೆ ಸಮೂಹ ಸಂಘದ ಉಪಾಧ್ಯಕ್ಷರು, ಕಾರ್ಯದರ್ಶಿ ಹಾಗೂ ಸದಸ್ಯರು ಹಾಜರಿದ್ದರು.	[766, 351, 930, 447]
caste-headline: ಮಾನಸಿಕ ಕಿರುಕುಳ, ಜಾತಿ ನಿಂದನೆ: ಕ್ರಮಕ್ಕೆ ಆಗ್ರಹ	[18, 598, 365, 623]
